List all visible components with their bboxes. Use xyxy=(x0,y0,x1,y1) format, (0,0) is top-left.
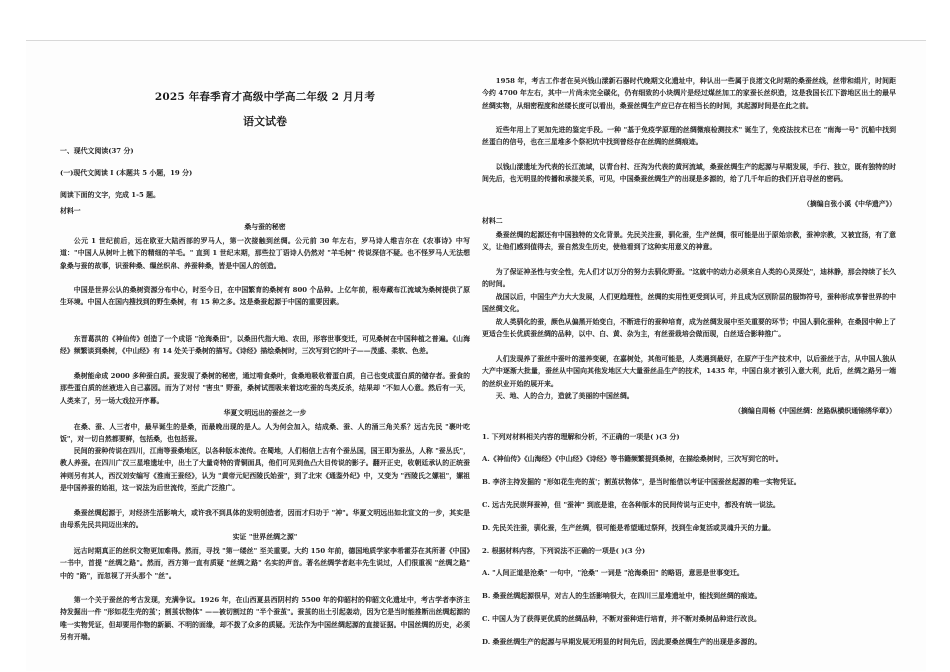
question-2-option-b[interactable]: B. 桑蚕丝绸起源很早，对古人的生活影响很大，在四川三星堆遗址中，能找到丝绸的痕迹。 xyxy=(482,592,762,600)
material-one-paragraph-4: 桑树能命成 2000 多种蚕白质。蚕发现了桑树的秘密，通过啃食桑叶，食桑地吸收着蛋白质，自己也变成蛋白质的储存者。蚕食的那些蛋白质的丝液进入自己嘉园。而为了对付 "害虫" 野蚕，桑树试图吸来着这吃蚕的鸟类反杀，结果却 "不如人心意。然后有一天，人类来了，另一场大戏拉开序幕。 xyxy=(60,372,470,405)
reading-instruction: 阅读下面的文字，完成 1-5 题。 xyxy=(60,191,160,199)
question-1-option-d[interactable]: D. 先民关注蚕，驯化蚕，生产丝绸，很可能是希望通过祭拜，找到生命复活或灵魂升天的力量。 xyxy=(482,524,776,532)
material-two-source: （摘编自周畅《中国丝绸：丝路纵横织通锦绣华章》） xyxy=(734,407,896,415)
material-one-label: 材料一 xyxy=(60,207,81,215)
sub-section-heading: (一)现代文阅读 I (本题共 5 小题，19 分) xyxy=(60,169,193,177)
material-one-continued-paragraph-3: 以钱山漾遗址为代表的长江流域，以青台村、汪沟为代表的黄河流域，桑蚕丝绸生产的起源与早期发展，手行、独立，既有独特的时间先后，也无明显的传播和承接关系，可见，中国桑蚕丝绸生产的出现是多源的，给了几千年后的我们开启寻丝的密码。 xyxy=(482,163,896,184)
material-two-paragraph-6: 天、地、人的合力，造就了美丽的中国丝绸。 xyxy=(495,392,634,400)
material-one-continued-paragraph-1: 1958 年，考古工作者在吴兴钱山漾新石器时代晚期文化遗址中，种认出一些属于良渚文化时期的桑蚕丝线，丝带和绢片，时间距今约 4700 年左右，其中一片尚未完全碳化，仍有细致的小块绸片是经过煤丝加工的家蚕长丝织造，这是我国长江下游地区出土的最早丝绸实物，从细密程度和丝缕长度可以看出，桑蚕丝绸生产应已存在相当长的时间，其起源时间是在此之前。 xyxy=(482,77,896,110)
question-1-option-a[interactable]: A.《神仙传》《山海经》《中山经》《诗经》等书籍频繁提到桑树，在描绘桑树时，三次写到它的叶。 xyxy=(482,455,783,463)
material-two-paragraph-3: 战国以后，中国生产力大大发展，人们更趋理性，丝绸的实用性更受到认可，并且成为区别阶层的服饰符号，蚕种形成享誉世界的中国丝绸文化。 xyxy=(482,293,896,314)
question-1-stem: 1. 下列对材料相关内容的理解和分析，不正确的一项是( )(3 分) xyxy=(482,433,680,441)
material-one-paragraph-1: 公元 1 世纪前后，远在欧亚大陆西部的罗马人，第一次接触到丝绸。公元前 30 年左右，罗马诗人维吉尔在《农事诗》中写道："中国人从树叶上梳下的精细的羊毛。" 直到 1 世纪末期，那些拉丁语诗人仍然对 "羊毛树" 传说深信不疑。也不怪罗马人无法想象桑与蚕的故事，识蚕种桑、缫丝织帛、养蚕种桑，皆是中国人的创造。 xyxy=(60,237,470,270)
question-2-option-d[interactable]: D. 桑蚕丝绸生产的起源与早期发展无明显的时间先后，因此要桑丝绸生产的出现是多源的。 xyxy=(482,638,762,646)
material-one-paragraph-2: 中国是世界公认的桑树资源分布中心，时至今日，在中国繁育的桑树有 800 个品种。上亿年前，根寿藏布江流域为桑树提供了原生环境。中国人在国内搜找到的野生桑树，有 15 种之多。这是桑蚕起源于中国的重要因素。 xyxy=(60,286,470,307)
material-one-continued-paragraph-2: 近些年用上了更加先进的鉴定手段。一种 "基于免疫学原理的丝绸微痕检测技术" 诞生了，免疫法技术已在 "南海一号" 沉船中找到丝蛋白的信号，也在三星堆多个祭祀坑中找到曾经存在丝绸的丝绸痕迹。 xyxy=(482,126,896,147)
material-one-paragraph-9: 第一个关于蚕丝的考古发现，充满争议。1926 年，在山西夏县西阴村约 5500 年的仰韶村的仰韶文化遗址中，考古学者李济主持发掘出一件 "形如花生壳的茧'；割茧状物体" ——被切割过的 "半个蚕茧"。蚕茧的出土引起轰动，因为它是当时能推断出丝绸起源的唯一实物凭证，但却要用作物的新颖、不明的面缘，却不拨了众多的质疑。无法作为中国丝绸起源的直接证据。中国丝绸的历史，必须另有开端。 xyxy=(60,596,470,642)
material-one-subtitle-1: 华夏文明远出的蚕丝之一步 xyxy=(223,409,307,417)
material-one-title: 桑与蚕的秘密 xyxy=(244,223,286,231)
material-one-paragraph-6: 民间的蚕种传说在四川，江南等蚕桑地区，以各种版本流传。在蜀地，人们相信上古有个蚕丛国，国王即为蚕丛，人称 "蚕丛氏"，教人养蚕。在四川广汉三星堆遗址中，出土了大量奇特的青铜面具，他们可见到鱼凸大目传说的影子。翻开正史，收朝廷承认的正统蚕神则另有其人，西汉刘安编写《淮南王蚕经》，认为 "黄帝元妃西陵氏始蚕"，到了北宋《通鉴外纪》中，又变为 "西陵氏之嫘祖"，嫘祖是中国养蚕的始祖，这一说法为后世流传，至此广泛推广。 xyxy=(60,447,470,493)
material-one-paragraph-8: 远古时期真正的丝织文物更加难得。然而，寻找 "第一缕丝" 至关重要。大约 150 年前，德国地质学家李希霍芬在其所著《中国》一书中，首提 "丝绸之路"。然而，西方第一直有质疑 "丝绸之路" 名实的声音。著名丝绸学者赵丰先生说过，人们很重视 "丝绸之路" 中的 "路"，而忽视了开头那个 "丝"。 xyxy=(60,547,470,580)
question-1-option-c[interactable]: C. 远古先民崇拜蚕神，但 "蚕神" 到底是谁，在各种版本的民间传说与正史中，都没有统一说法。 xyxy=(482,501,780,509)
question-1-option-b[interactable]: B. 李济主持发掘的 "形如花生壳的茧'；割茧状物体"，是当时能借以考证中国蚕丝起源的唯一实物凭证。 xyxy=(482,478,801,486)
question-2-option-c[interactable]: C. 中国人为了获得更优质的丝绸品种，不断对蚕种进行培育，并不断对桑树品种进行改良。 xyxy=(482,615,761,623)
material-one-source: （摘编自张小溪《中华遗产》） xyxy=(802,200,896,208)
material-two-paragraph-5: 人们发现养了蚕丝中蚕叶的滋养变硬，在嘉树处，其他可能是，人类遇到最好，在原产于生产技术中，以后蚕丝于古，从中国人独从大产中逐渐大批量，蚕丝从中国向其他发地区大大量蚕丝品生产的技术，1435 年，中国白泉才被引入意大利，此后，丝绸之路另一端的丝织业开始的展开来。 xyxy=(482,355,896,388)
section-heading: 一、现代文阅读(37 分) xyxy=(60,147,134,155)
material-one-subtitle-2: 实证 "世界丝绸之源" xyxy=(232,533,298,541)
question-2-option-a[interactable]: A. "人间正道是沧桑" 一句中，"沧桑" 一词是 "沧海桑田" 的略语，意思是世事变迁。 xyxy=(482,569,744,577)
material-two-paragraph-2: 为了保证神圣性与安全性，先人们才以万分的努力去驯化野蚕。"这就中的动力必须来自人类的心灵深处"，迪林静，那会持续了长久的时间。 xyxy=(482,268,896,289)
material-two-paragraph-4: 故人类驯化的蚕，颜色从偏黑开始变白，不断进行的蚕种培育，成为丝绸发展中至关重要的环节；中国人驯化蚕种，在桑园中种上了更适合生长优质蚕丝绸的品种，以中、白、黄、杂为主，有丝蚕栽培会做而现，白丝适合影种推广。 xyxy=(482,318,896,339)
exam-title: 2025 年春季育才高级中学高二年级 2 月月考 xyxy=(154,91,376,103)
exam-sheet xyxy=(26,40,926,671)
material-one-paragraph-5: 在桑、蚕、人三者中，最早诞生的是桑，而最晚出现的是人。人为何会加入，结成桑、蚕、人的涌三角关系？远古先民 "裹叶吃饭"，对一切自然都要鲜，包括桑，也包括蚕。 xyxy=(60,423,470,444)
material-two-label: 材料二 xyxy=(482,217,503,225)
exam-subtitle: 语文试卷 xyxy=(243,115,287,128)
material-one-paragraph-7: 桑蚕丝绸起源于，对经济生活影响大，或许我不到具体的发明创造者，因而才归功于 "神"。华夏文明远出如北宣文的一步，其实是由母系先民共同迈出来的。 xyxy=(60,509,470,530)
material-two-paragraph-1: 桑蚕丝绸的起源还有中国独特的文化背景。先民关注蚕，驯化蚕，生产丝绸，很可能是出于原始宗教，蚕神宗教，又被宜扬，有了意义，让他们感到值得去，蚕自然发生历史，使他看到了这种实用意义的神意。 xyxy=(482,231,896,252)
material-one-paragraph-3: 东晋葛洪的《神仙传》创造了一个成语 "沧海桑田"，以桑田代指大地、农田，形容世事变迁，可见桑树在中国种植之普遍。《山海经》频繁谈到桑树，《中山经》有 14 处关于桑树的描写。《诗经》描绘桑树时，三次写到它的叶子——茂盛、柔软、色差。 xyxy=(60,335,470,356)
question-2-stem: 2. 根据材料内容，下列说法不正确的一项是( )(3 分) xyxy=(482,547,646,555)
